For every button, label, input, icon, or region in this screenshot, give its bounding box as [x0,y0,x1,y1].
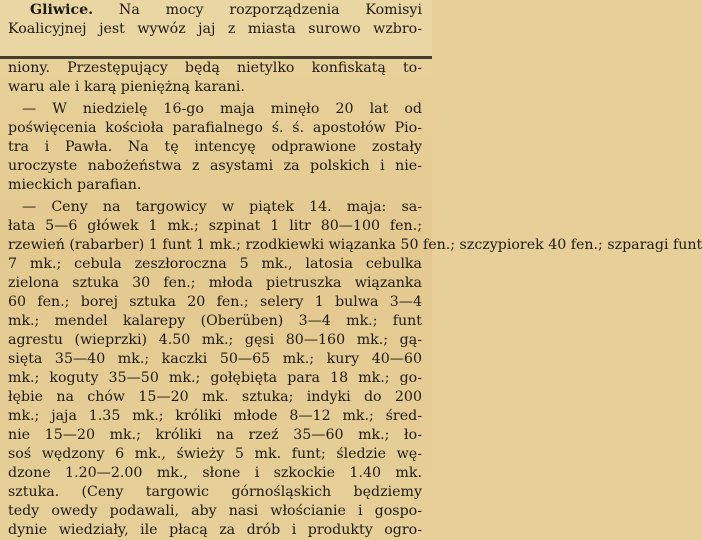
p3-line-13: nie 15—20 mk.; króliki na rzeź 35—60 mk.; ło- [8,427,422,443]
p2-line-2: poświęcenia kościoła parafialnego ś. ś. apostołów Pio- [8,120,422,136]
p2-line-4: uroczyste nabożeństwa z asystami za polskich i nie- [8,158,422,174]
p3-line-8: agrestu (wieprzki) 4.50 mk.; gęsi 80—160 mk.; gą- [8,332,422,348]
p3-line-4: 7 mk.; cebula zeszłoroczna 5 mk., latosia cebulka [8,256,422,272]
dateline: Gliwice. [30,2,94,18]
p3-line-11: łębie na chów 15—20 mk. sztuka; indyki do 200 [8,389,422,405]
p3-line-15: dzone 1.20—2.00 mk., słone i szkockie 1.40 mk. [8,465,422,481]
p3-line-12: mk.; jaja 1.35 mk.; króliki młode 8—12 mk.; śred- [8,408,422,424]
p3-line-10: mk.; koguty 35—50 mk.; gołębięta para 18 mk.; go- [8,370,422,386]
p2-line-3: tra i Pawła. Na tę intencyę odprawione zostały [8,139,422,155]
p3-line-7: mk.; mendel kalarepy (Oberüben) 3—4 mk.; funt [8,313,422,329]
p3-line-2: łata 5—6 główek 1 mk.; szpinat 1 litr 80—100 fen.; [8,218,422,234]
p3-line-17: tedy owedy podawali, aby nasi włościanie i gospo- [8,503,422,519]
intro-line-4: waru ale i karą pieniężną karani. [8,79,245,95]
p3-line-16: sztuka. (Ceny targowic górnośląskich będziemy [8,484,422,500]
p3-line-5: zielona sztuka 30 fen.; młoda pietruszka wiązanka [8,275,422,291]
bottom-edge [0,528,432,540]
p3-line-3: rzewień (rabarber) 1 funt 1 mk.; rzodkiewki wiązanka 50 fen.; szczypiorek 40 fen.; szparagi funt [8,237,702,253]
p3-line-9: sięta 35—40 mk.; kaczki 50—65 mk.; kury 40—60 [8,351,422,367]
intro-line-3: niony. Przestępujący będą nietylko konfiskatą to- [8,60,422,76]
p3-line-1: — Ceny na targowicy w piątek 14. maja: sa- [22,199,422,215]
p3-line-18: dynie wiedziały, ile płacą za drób i produkty ogro- [8,522,422,538]
p3-line-6: 60 fen.; borej sztuka 20 fen.; selery 1 bulwa 3—4 [8,294,422,310]
intro-line-2: Koalicyjnej jest wywóz jaj z miasta surowo wzbro- [8,21,422,37]
intro-text-1: Na mocy rozporządzenia Komisyi [118,2,422,18]
p2-line-5: mieckich parafian. [8,177,142,193]
intro-line-1 [8,0,422,20]
p2-line-1: — W niedzielę 16-go maja minęło 20 lat od [22,101,422,117]
p3-line-14: soś wędzony 6 mk., świeży 5 mk. funt; śledzie wę- [8,446,422,462]
